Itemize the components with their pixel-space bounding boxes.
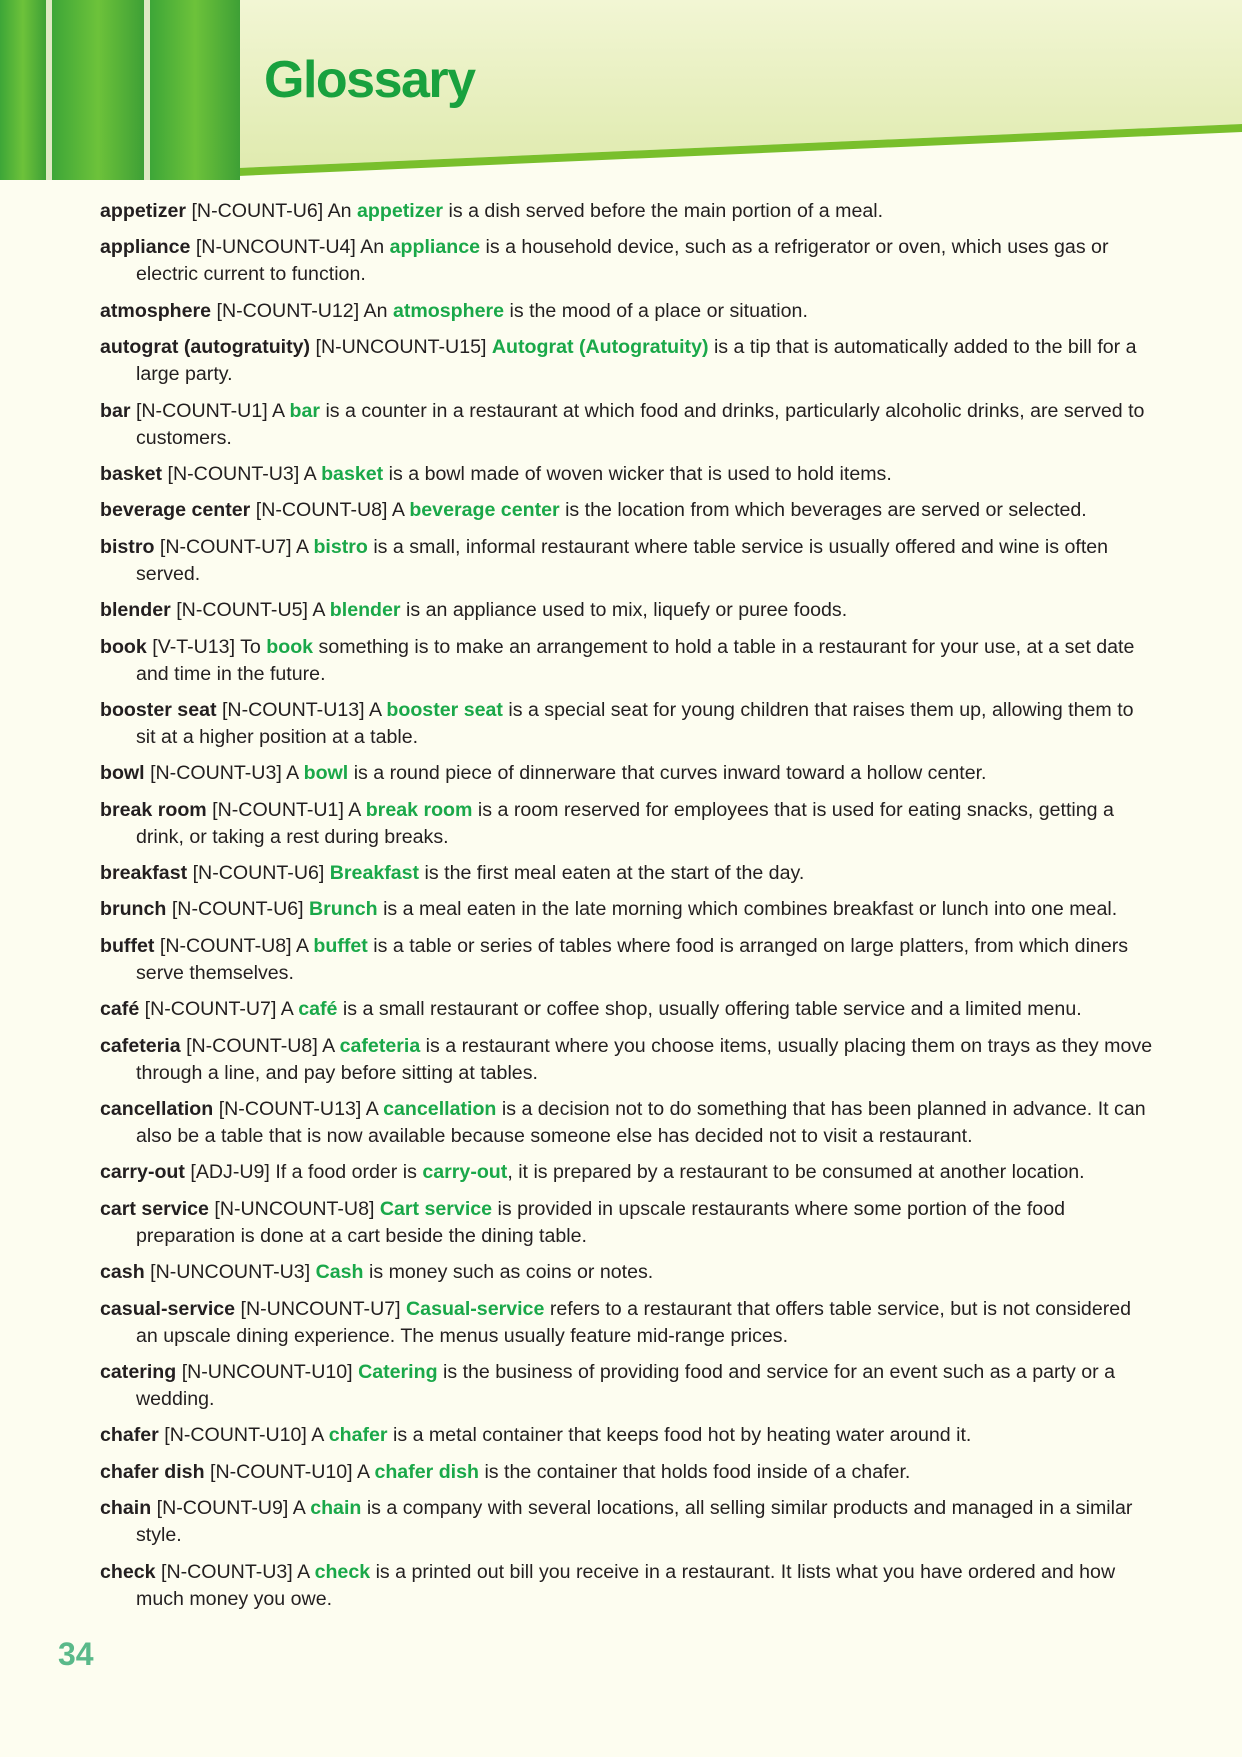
glossary-entry	[100, 461, 1154, 488]
part-of-speech-tag: [N-COUNT-U6]	[171, 898, 304, 921]
highlighted-term: break room	[365, 798, 473, 821]
highlighted-term: Cart service	[379, 1197, 493, 1220]
definition-lead: A	[295, 535, 308, 558]
highlighted-term: Breakfast	[329, 862, 420, 885]
glossary-term: café	[100, 998, 140, 1021]
definition-lead: A	[311, 1424, 324, 1447]
glossary-term: beverage center	[100, 499, 251, 522]
part-of-speech-tag: [N-COUNT-U10]	[210, 1460, 353, 1483]
page-title: Glossary	[264, 51, 475, 109]
header-bar-3	[150, 0, 240, 180]
definition-text: is provided in upscale restaurants where some portion of the food preparation is done at a cart beside the dining table.	[136, 1197, 1065, 1247]
highlighted-term: chafer dish	[374, 1460, 479, 1483]
definition-text: is a small, informal restaurant where table service is usually offered and wine is often served.	[136, 535, 1109, 585]
glossary-term: autograt (autogratuity)	[100, 336, 311, 359]
glossary-entry	[100, 1096, 1154, 1150]
highlighted-term: chain	[310, 1497, 362, 1520]
definition-text: is the location from which beverages are served or selected.	[565, 499, 1087, 522]
header-bar-gap-2	[144, 0, 150, 180]
definition-lead: If a food order is	[275, 1161, 417, 1184]
glossary-term: chafer dish	[100, 1460, 205, 1483]
part-of-speech-tag: [N-COUNT-U13]	[221, 698, 365, 721]
part-of-speech-tag: [N-COUNT-U8]	[159, 934, 292, 957]
highlighted-term: Brunch	[309, 898, 378, 921]
part-of-speech-tag: [N-COUNT-U6]	[191, 200, 324, 222]
definition-lead: To	[240, 635, 261, 658]
highlighted-term: bar	[289, 399, 320, 422]
glossary-term: cancellation	[100, 1098, 214, 1121]
glossary-term: buffet	[100, 934, 155, 957]
highlighted-term: appetizer	[357, 200, 444, 222]
glossary-term: cart service	[100, 1197, 209, 1220]
definition-text: is a printed out bill you receive in a restaurant. It lists what you have ordered and how much money you owe.	[136, 1560, 1116, 1610]
highlighted-term: Casual-service	[406, 1297, 545, 1320]
header-bar-gap-1	[46, 0, 52, 180]
glossary-term: booster seat	[100, 698, 217, 721]
definition-lead: A	[356, 1460, 369, 1483]
part-of-speech-tag: [N-UNCOUNT-U8]	[214, 1197, 375, 1220]
part-of-speech-tag: [N-UNCOUNT-U7]	[240, 1297, 401, 1320]
definition-text: is the mood of a place or situation.	[509, 299, 808, 322]
glossary-term: appetizer	[100, 200, 187, 222]
highlighted-term: bowl	[303, 762, 349, 785]
highlighted-term: Autograt (Autogratuity)	[491, 336, 709, 359]
definition-text: is the container that holds food inside of a chafer.	[484, 1460, 911, 1483]
glossary-list	[100, 198, 1154, 1622]
glossary-entry	[100, 1159, 1154, 1186]
glossary-term: break room	[100, 798, 207, 821]
page-number: 34	[58, 1636, 94, 1672]
header-bar-2	[52, 0, 144, 180]
definition-lead: A	[391, 499, 404, 522]
part-of-speech-tag: [N-UNCOUNT-U4]	[195, 236, 356, 259]
definition-text: is a company with several locations, all selling similar products and managed in a similar style.	[136, 1497, 1133, 1547]
definition-text: is an appliance used to mix, liquefy or puree foods.	[406, 599, 848, 622]
part-of-speech-tag: [N-COUNT-U8]	[186, 1034, 318, 1057]
highlighted-term: basket	[321, 462, 384, 485]
glossary-term: cash	[100, 1261, 145, 1284]
part-of-speech-tag: [N-COUNT-U6]	[192, 862, 325, 885]
highlighted-term: buffet	[313, 934, 368, 957]
glossary-term: appliance	[100, 236, 191, 259]
glossary-entry	[100, 797, 1154, 851]
definition-lead: A	[297, 1560, 310, 1583]
glossary-entry	[100, 860, 1154, 887]
part-of-speech-tag: [N-COUNT-U7]	[159, 535, 292, 558]
definition-lead: An	[360, 236, 385, 259]
highlighted-term: blender	[329, 599, 401, 622]
glossary-term: blender	[100, 599, 171, 622]
glossary-term: casual-service	[100, 1297, 236, 1320]
definition-lead: A	[286, 762, 299, 785]
glossary-entry	[100, 398, 1154, 452]
glossary-entry	[100, 1296, 1154, 1350]
part-of-speech-tag: [N-COUNT-U3]	[167, 462, 300, 485]
part-of-speech-tag: [N-COUNT-U1]	[212, 798, 344, 821]
part-of-speech-tag: [N-COUNT-U8]	[255, 499, 388, 522]
definition-text: is a restaurant where you choose items, usually placing them on trays as they move through a line, and pay before sitting at tables.	[136, 1034, 1153, 1084]
glossary-term: bar	[100, 399, 131, 422]
highlighted-term: booster seat	[386, 698, 503, 721]
definition-text: something is to make an arrangement to hold a table in a restaurant for your use, at a set date and time in the future.	[136, 635, 1135, 685]
part-of-speech-tag: [N-UNCOUNT-U15]	[315, 336, 487, 359]
highlighted-term: café	[298, 998, 338, 1021]
glossary-entry	[100, 1359, 1154, 1413]
definition-lead: A	[322, 1034, 335, 1057]
part-of-speech-tag: [N-COUNT-U3]	[161, 1560, 293, 1583]
glossary-entry	[100, 1196, 1154, 1250]
part-of-speech-tag: [N-COUNT-U13]	[218, 1098, 362, 1121]
highlighted-term: Cash	[315, 1261, 364, 1284]
glossary-entry	[100, 198, 1154, 225]
highlighted-term: bistro	[313, 535, 368, 558]
glossary-term: breakfast	[100, 862, 188, 885]
definition-lead: A	[292, 1497, 305, 1520]
definition-text: is a special seat for young children that raises them up, allowing them to sit at a higher position at a table.	[136, 698, 1134, 748]
part-of-speech-tag: [N-COUNT-U3]	[150, 762, 282, 785]
highlighted-term: book	[266, 635, 314, 658]
glossary-term: atmosphere	[100, 299, 212, 322]
glossary-entry	[100, 497, 1154, 524]
glossary-entry	[100, 634, 1154, 688]
page-header	[0, 0, 1242, 190]
part-of-speech-tag: [ADJ-U9]	[190, 1161, 270, 1184]
glossary-term: brunch	[100, 898, 167, 921]
definition-text: is a round piece of dinnerware that curves inward toward a hollow center.	[353, 762, 987, 785]
definition-lead: A	[312, 599, 325, 622]
definition-text: is a counter in a restaurant at which food and drinks, particularly alcoholic drinks, are served to customers.	[136, 399, 1145, 449]
glossary-term: cafeteria	[100, 1034, 181, 1057]
definition-text: is a bowl made of woven wicker that is used to hold items.	[388, 462, 892, 485]
highlighted-term: carry-out	[422, 1161, 508, 1184]
glossary-term: basket	[100, 462, 163, 485]
glossary-entry	[100, 234, 1154, 288]
definition-text: refers to a restaurant that offers table service, but is not considered an upscale dining experience. The menus usually feature mid-range prices.	[136, 1297, 1132, 1347]
definition-text: is a small restaurant or coffee shop, usually offering table service and a limited menu.	[342, 998, 1082, 1021]
definition-lead: A	[368, 698, 381, 721]
definition-lead: A	[295, 934, 308, 957]
highlighted-term: cancellation	[383, 1098, 497, 1121]
part-of-speech-tag: [N-COUNT-U1]	[135, 399, 268, 422]
glossary-entry	[100, 1422, 1154, 1449]
part-of-speech-tag: [N-COUNT-U9]	[156, 1497, 289, 1520]
part-of-speech-tag: [N-UNCOUNT-U10]	[181, 1360, 353, 1383]
glossary-term: carry-out	[100, 1161, 185, 1184]
highlighted-term: beverage center	[409, 499, 560, 522]
definition-lead: A	[303, 462, 316, 485]
highlighted-term: check	[314, 1560, 371, 1583]
glossary-entry	[100, 1495, 1154, 1549]
definition-lead: An	[327, 200, 352, 222]
definition-lead: A	[348, 798, 361, 821]
header-bar-1	[0, 0, 46, 180]
glossary-entry	[100, 1459, 1154, 1486]
definition-text: is money such as coins or notes.	[368, 1261, 654, 1284]
glossary-entry	[100, 996, 1154, 1023]
glossary-entry	[100, 1559, 1154, 1613]
part-of-speech-tag: [N-COUNT-U12]	[216, 299, 360, 322]
highlighted-term: chafer	[328, 1424, 388, 1447]
definition-lead: A	[272, 399, 285, 422]
definition-text: is a room reserved for employees that is used for eating snacks, getting a drink, or taking a rest during breaks.	[136, 798, 1114, 848]
glossary-term: check	[100, 1560, 156, 1583]
glossary-term: bistro	[100, 535, 155, 558]
glossary-entry	[100, 298, 1154, 325]
glossary-entry	[100, 334, 1154, 388]
definition-text: , it is prepared by a restaurant to be consumed at another location.	[507, 1161, 1085, 1184]
glossary-entry	[100, 896, 1154, 923]
glossary-term: chafer	[100, 1424, 159, 1447]
glossary-entry	[100, 697, 1154, 751]
definition-text: is a household device, such as a refrigerator or oven, which uses gas or electric current to function.	[136, 236, 1109, 286]
highlighted-term: appliance	[389, 236, 481, 259]
glossary-entry	[100, 1259, 1154, 1286]
glossary-entry	[100, 534, 1154, 588]
highlighted-term: Catering	[358, 1360, 438, 1383]
definition-text: is a dish served before the main portion of a meal.	[448, 200, 884, 222]
part-of-speech-tag: [N-UNCOUNT-U3]	[150, 1261, 311, 1284]
definition-text: is a decision not to do something that has been planned in advance. It can also be a table that is now available because someone else has decided not to visit a restaurant.	[136, 1098, 1146, 1148]
header-banner	[0, 0, 1242, 190]
glossary-entry	[100, 760, 1154, 787]
part-of-speech-tag: [N-COUNT-U7]	[144, 998, 277, 1021]
part-of-speech-tag: [V-T-U13]	[152, 635, 236, 658]
glossary-entry	[100, 1033, 1154, 1087]
definition-lead: A	[365, 1098, 378, 1121]
highlighted-term: cafeteria	[339, 1034, 421, 1057]
definition-text: is a tip that is automatically added to the bill for a large party.	[136, 336, 1137, 386]
glossary-term: catering	[100, 1360, 177, 1383]
highlighted-term: atmosphere	[392, 299, 505, 322]
definition-text: is a metal container that keeps food hot by heating water around it.	[392, 1424, 972, 1447]
definition-text: is a meal eaten in the late morning which combines breakfast or lunch into one meal.	[383, 898, 1118, 921]
glossary-entry	[100, 933, 1154, 987]
part-of-speech-tag: [N-COUNT-U10]	[164, 1424, 307, 1447]
glossary-term: book	[100, 635, 147, 658]
part-of-speech-tag: [N-COUNT-U5]	[176, 599, 308, 622]
definition-text: is the business of providing food and service for an event such as a party or a wedding.	[136, 1360, 1116, 1410]
glossary-term: chain	[100, 1497, 152, 1520]
glossary-entry	[100, 597, 1154, 624]
definition-lead: A	[280, 998, 293, 1021]
definition-text: is the first meal eaten at the start of the day.	[424, 862, 805, 885]
definition-lead: An	[363, 299, 388, 322]
definition-text: is a table or series of tables where food is arranged on large platters, from which diners serve themselves.	[136, 934, 1129, 984]
glossary-term: bowl	[100, 762, 145, 785]
